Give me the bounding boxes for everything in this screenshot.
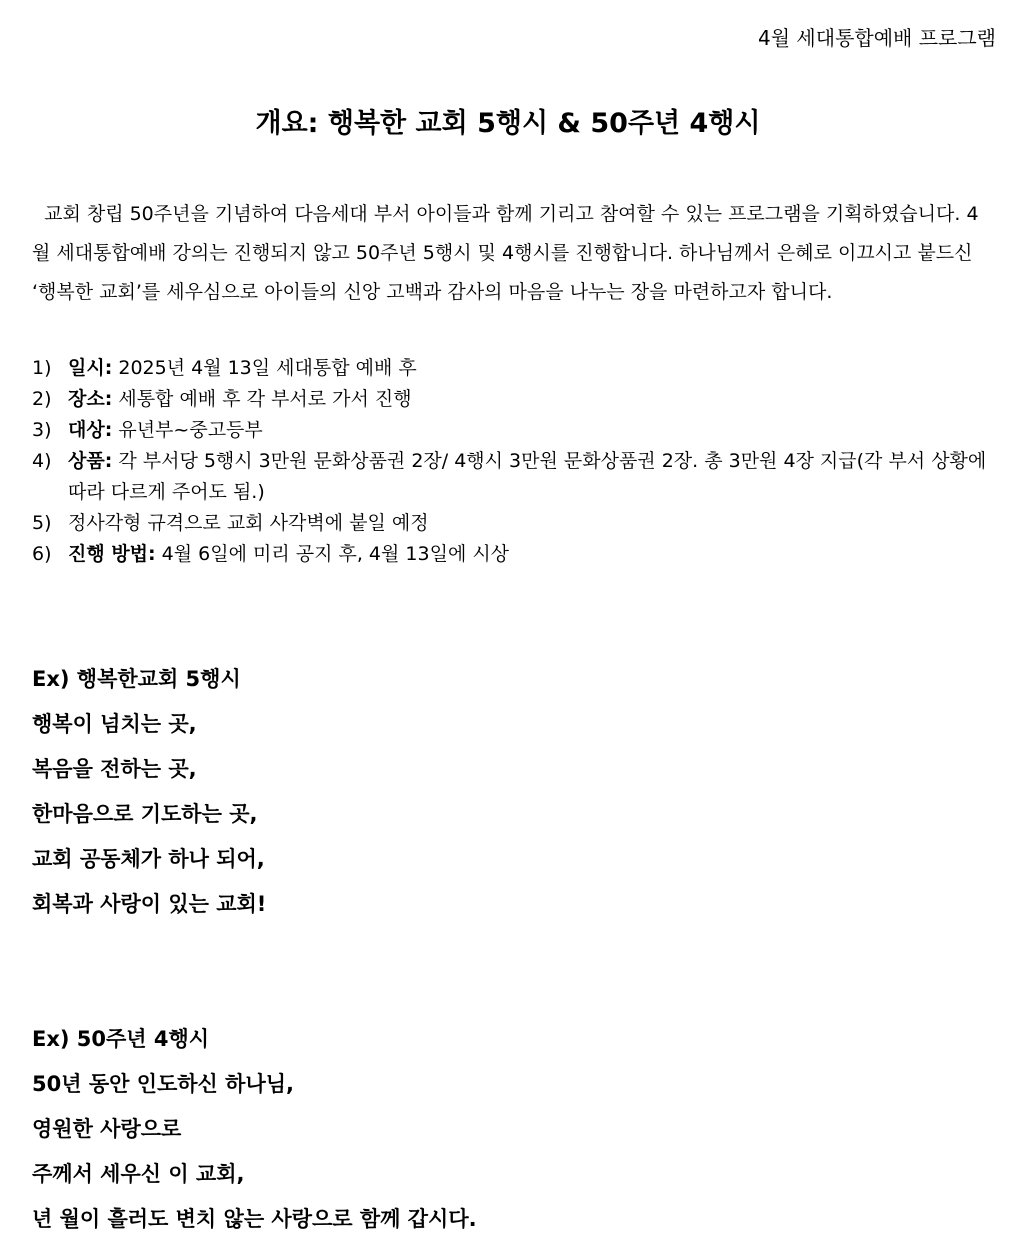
- document-title: 개요: 행복한 교회 5행시 & 50주년 4행시: [255, 108, 761, 139]
- detail-text: 4월 6일에 미리 공지 후, 4월 13일에 시상: [155, 543, 510, 565]
- poem-line: 교회 공동체가 하나 되어,: [32, 847, 265, 871]
- detail-number: 4): [32, 450, 52, 472]
- detail-number: 6): [32, 543, 52, 565]
- detail-item-target: [32, 415, 996, 446]
- example-poem-5-line: [32, 657, 996, 927]
- intro-text: 교회 창립 50주년을 기념하여 다음세대 부서 아이들과 함께 기리고 참여할 수 있는 프로그램을 기획하였습니다. 4월 세대통합예배 강의는 진행되지 않고 50주년 5행시 및 4행시를 진행합니다. 하나님께서 은혜로 이끄시고 붙드신 ‘행복한 교회’를 세우심으로 아이들의 신앙 고백과 감사의 마음을 나누는 장을 마련하고자 합니다.: [32, 203, 979, 303]
- detail-text: 2025년 4월 13일 세대통합 예배 후: [112, 357, 417, 379]
- detail-number: 2): [32, 388, 52, 410]
- poem-line: 복음을 전하는 곳,: [32, 757, 197, 781]
- detail-text: 세통합 예배 후 각 부서로 가서 진행: [112, 388, 412, 410]
- detail-text: 각 부서당 5행시 3만원 문화상품권 2장/ 4행시 3만원 문화상품권 2장. 총 3만원 4장 지급(각 부서 상황에 따라 다르게 주어도 됨.): [68, 450, 987, 503]
- poem-line: 주께서 세우신 이 교회,: [32, 1162, 245, 1186]
- detail-item-prize: [32, 446, 996, 508]
- poem-line: 회복과 사랑이 있는 교회!: [32, 892, 267, 916]
- detail-item-method: [32, 539, 996, 570]
- detail-label: 일시:: [68, 357, 113, 379]
- poem-line: 50년 동안 인도하신 하나님,: [32, 1072, 294, 1096]
- detail-label: 장소:: [68, 388, 113, 410]
- detail-item-date: [32, 353, 996, 384]
- detail-label: 대상:: [68, 419, 113, 441]
- detail-text: 정사각형 규격으로 교회 사각벽에 붙일 예정: [68, 512, 429, 534]
- intro-paragraph: [32, 195, 996, 312]
- detail-label: 상품:: [68, 450, 113, 472]
- poem-heading: Ex) 50주년 4행시: [32, 1027, 210, 1051]
- detail-number: 1): [32, 357, 52, 379]
- detail-number: 3): [32, 419, 52, 441]
- program-label: 4월 세대통합예배 프로그램: [758, 26, 996, 50]
- details-list: [32, 353, 996, 570]
- poem-line: 행복이 넘치는 곳,: [32, 712, 197, 736]
- poem-heading: Ex) 행복한교회 5행시: [32, 667, 241, 691]
- detail-label: 진행 방법:: [68, 543, 156, 565]
- detail-item-place: [32, 384, 996, 415]
- poem-line: 년 월이 흘러도 변치 않는 사랑으로 함께 갑시다.: [32, 1207, 477, 1231]
- detail-number: 5): [32, 512, 52, 534]
- poem-line: 영원한 사랑으로: [32, 1117, 182, 1141]
- detail-text: 유년부~중고등부: [112, 419, 263, 441]
- example-poem-4-line: [32, 1017, 996, 1242]
- poem-line: 한마음으로 기도하는 곳,: [32, 802, 258, 826]
- detail-item-format: [32, 508, 996, 539]
